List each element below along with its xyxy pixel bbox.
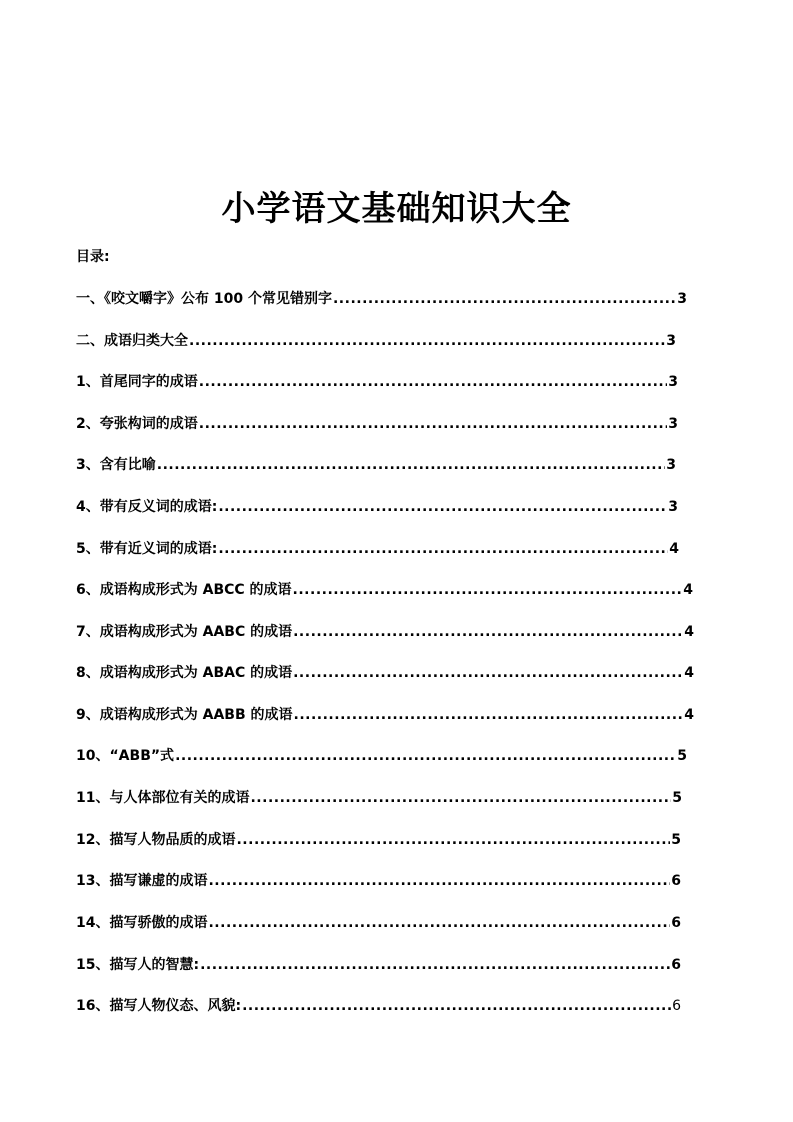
dot-leader — [199, 370, 668, 394]
toc-entry-title: 10、“ABB”式 — [76, 748, 175, 764]
toc-entry-11[interactable] — [76, 703, 694, 727]
toc-page-number: 6 — [672, 998, 681, 1014]
dot-leader — [218, 495, 667, 519]
toc-entry-7[interactable] — [76, 537, 679, 561]
toc-entry-15[interactable] — [76, 869, 681, 893]
toc-page-number: 5 — [672, 790, 682, 806]
dot-leader — [218, 537, 668, 561]
toc-entry-2[interactable] — [76, 329, 676, 353]
toc-entry-title: 9、成语构成形式为 AABB 的成语 — [76, 707, 293, 723]
dot-leader — [208, 911, 670, 935]
toc-entry-title: 一、《咬文嚼字》公布 100 个常见错别字 — [76, 291, 332, 307]
toc-entry-title: 二、成语归类大全 — [76, 333, 188, 349]
toc-entry-title: 5、带有近义词的成语: — [76, 541, 218, 557]
dot-leader — [199, 412, 668, 436]
toc-entry-title: 16、描写人物仪态、风貌: — [76, 998, 242, 1014]
toc-page-number: 6 — [671, 873, 681, 889]
toc-entry-title: 1、首尾同字的成语 — [76, 374, 198, 390]
dot-leader — [293, 620, 683, 644]
toc-entry-4[interactable] — [76, 412, 678, 436]
toc-page-number: 6 — [671, 915, 681, 931]
toc-entry-title: 2、夸张构词的成语 — [76, 416, 198, 432]
toc-page-number: 3 — [668, 499, 678, 515]
toc-entry-title: 3、含有比喻 — [76, 457, 156, 473]
toc-page-number: 3 — [668, 374, 678, 390]
toc-entry-16[interactable] — [76, 911, 681, 935]
toc-entry-title: 7、成语构成形式为 AABC 的成语 — [76, 624, 293, 640]
toc-entry-17[interactable] — [76, 953, 681, 977]
toc-entry-title: 14、描写骄傲的成语 — [76, 915, 208, 931]
dot-leader — [157, 453, 666, 477]
toc-entry-12[interactable] — [76, 744, 687, 768]
toc-entry-18[interactable] — [76, 994, 681, 1018]
toc-page-number: 4 — [669, 541, 679, 557]
toc-entry-8[interactable] — [76, 578, 693, 602]
toc-entry-title: 13、描写谦虚的成语 — [76, 873, 208, 889]
toc-page-number: 3 — [677, 291, 687, 307]
toc-page-number: 4 — [684, 624, 694, 640]
toc-page-number: 6 — [671, 957, 681, 973]
dot-leader — [293, 661, 683, 685]
toc-page-number: 3 — [668, 416, 678, 432]
toc-entry-13[interactable] — [76, 786, 682, 810]
toc-heading: 目录: — [76, 249, 110, 265]
toc-page-number: 4 — [684, 707, 694, 723]
dot-leader — [175, 744, 676, 768]
toc-entry-5[interactable] — [76, 453, 676, 477]
toc-page-number: 5 — [677, 748, 687, 764]
toc-entry-10[interactable] — [76, 661, 694, 685]
dot-leader — [208, 869, 670, 893]
dot-leader — [200, 953, 670, 977]
toc-page-number: 5 — [671, 832, 681, 848]
toc-entry-1[interactable] — [76, 287, 687, 311]
toc-page-number: 3 — [666, 333, 676, 349]
toc-entry-9[interactable] — [76, 620, 694, 644]
page-title: 小学语文基础知识大全 — [221, 189, 572, 229]
toc-entry-title: 6、成语构成形式为 ABCC 的成语 — [76, 582, 292, 598]
toc-entry-14[interactable] — [76, 828, 681, 852]
toc-entry-3[interactable] — [76, 370, 678, 394]
dot-leader — [189, 329, 665, 353]
dot-leader — [294, 703, 684, 727]
dot-leader — [293, 578, 683, 602]
toc-page-number: 3 — [666, 457, 676, 473]
toc-page-number: 4 — [684, 665, 694, 681]
dot-leader — [242, 994, 671, 1018]
dot-leader — [250, 786, 671, 810]
toc-entry-title: 4、带有反义词的成语: — [76, 499, 218, 515]
toc-entry-title: 8、成语构成形式为 ABAC 的成语 — [76, 665, 293, 681]
toc-entry-title: 11、与人体部位有关的成语 — [76, 790, 250, 806]
toc-entry-title: 15、描写人的智慧: — [76, 957, 200, 973]
toc-entry-title: 12、描写人物品质的成语 — [76, 832, 236, 848]
dot-leader — [333, 287, 676, 311]
dot-leader — [236, 828, 670, 852]
toc-page-number: 4 — [683, 582, 693, 598]
toc-entry-6[interactable] — [76, 495, 678, 519]
